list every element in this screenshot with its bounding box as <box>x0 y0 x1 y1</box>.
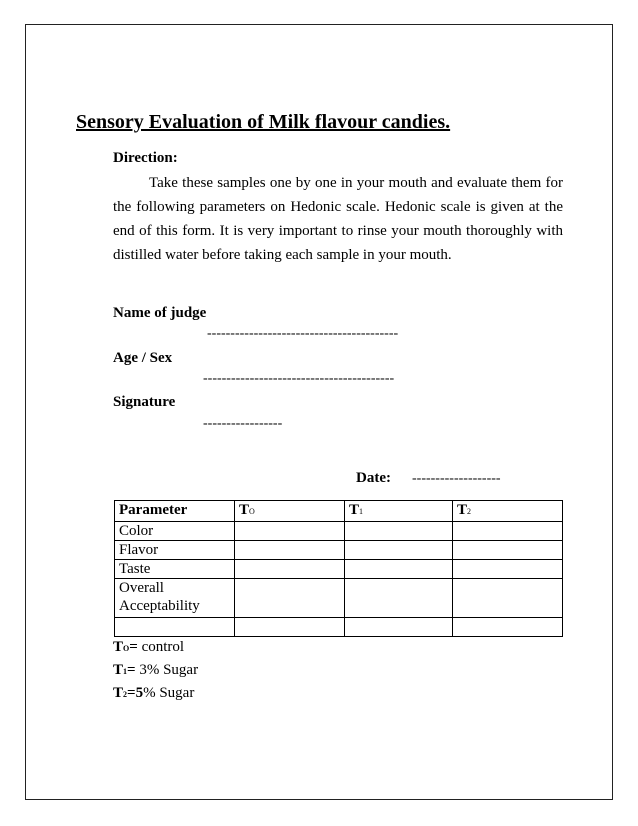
direction-label: Direction: <box>113 150 178 166</box>
table-row <box>115 618 563 637</box>
age-sex-line[interactable]: ----------------------------------------- <box>203 371 395 386</box>
score-cell[interactable] <box>453 618 563 637</box>
score-cell[interactable] <box>453 541 563 560</box>
date-label: Date: <box>356 470 391 486</box>
row-parameter: Color <box>115 522 235 541</box>
score-cell[interactable] <box>345 560 453 579</box>
header-t2: T2 <box>453 501 563 522</box>
score-cell[interactable] <box>235 541 345 560</box>
legend-item-t1: T1= 3% Sugar <box>113 662 199 678</box>
name-of-judge-label: Name of judge <box>113 305 207 321</box>
score-cell[interactable] <box>345 522 453 541</box>
age-sex-label: Age / Sex <box>113 350 173 366</box>
row-parameter: Taste <box>115 560 235 579</box>
row-parameter <box>115 618 235 637</box>
score-cell[interactable] <box>453 560 563 579</box>
header-t1: T1 <box>345 501 453 522</box>
score-cell[interactable] <box>235 579 345 618</box>
name-of-judge-line[interactable]: ----------------------------------------- <box>207 326 399 341</box>
signature-label: Signature <box>113 394 176 410</box>
page-title: Sensory Evaluation of Milk flavour candies. <box>76 111 451 133</box>
score-cell[interactable] <box>345 618 453 637</box>
row-parameter: Flavor <box>115 541 235 560</box>
table-row <box>115 541 563 560</box>
score-cell[interactable] <box>345 579 453 618</box>
date-line[interactable]: ------------------- <box>412 471 501 486</box>
score-cell[interactable] <box>235 560 345 579</box>
row-parameter: Overall Acceptability <box>115 579 235 618</box>
legend-item-t2: T2=5% Sugar <box>113 685 195 701</box>
legend-item-t0: TO= control <box>113 639 185 655</box>
score-cell[interactable] <box>235 618 345 637</box>
direction-text: Take these samples one by one in your mouth and evaluate them for the following parameters on Hedonic scale. Hedonic scale is given at the end of this form. It is very important to rinse your mouth thoroughly with distilled water before taking each sample in your mouth. <box>113 175 563 263</box>
score-cell[interactable] <box>453 522 563 541</box>
page-border <box>25 24 613 800</box>
table-row <box>115 560 563 579</box>
table-row <box>115 522 563 541</box>
score-cell[interactable] <box>453 579 563 618</box>
header-t0: TO <box>235 501 345 522</box>
score-cell[interactable] <box>235 522 345 541</box>
signature-line[interactable]: ----------------- <box>203 416 283 431</box>
header-parameter: Parameter <box>115 501 235 522</box>
table-row <box>115 579 563 618</box>
evaluation-table <box>114 500 563 637</box>
table-header-row <box>115 501 563 522</box>
score-cell[interactable] <box>345 541 453 560</box>
